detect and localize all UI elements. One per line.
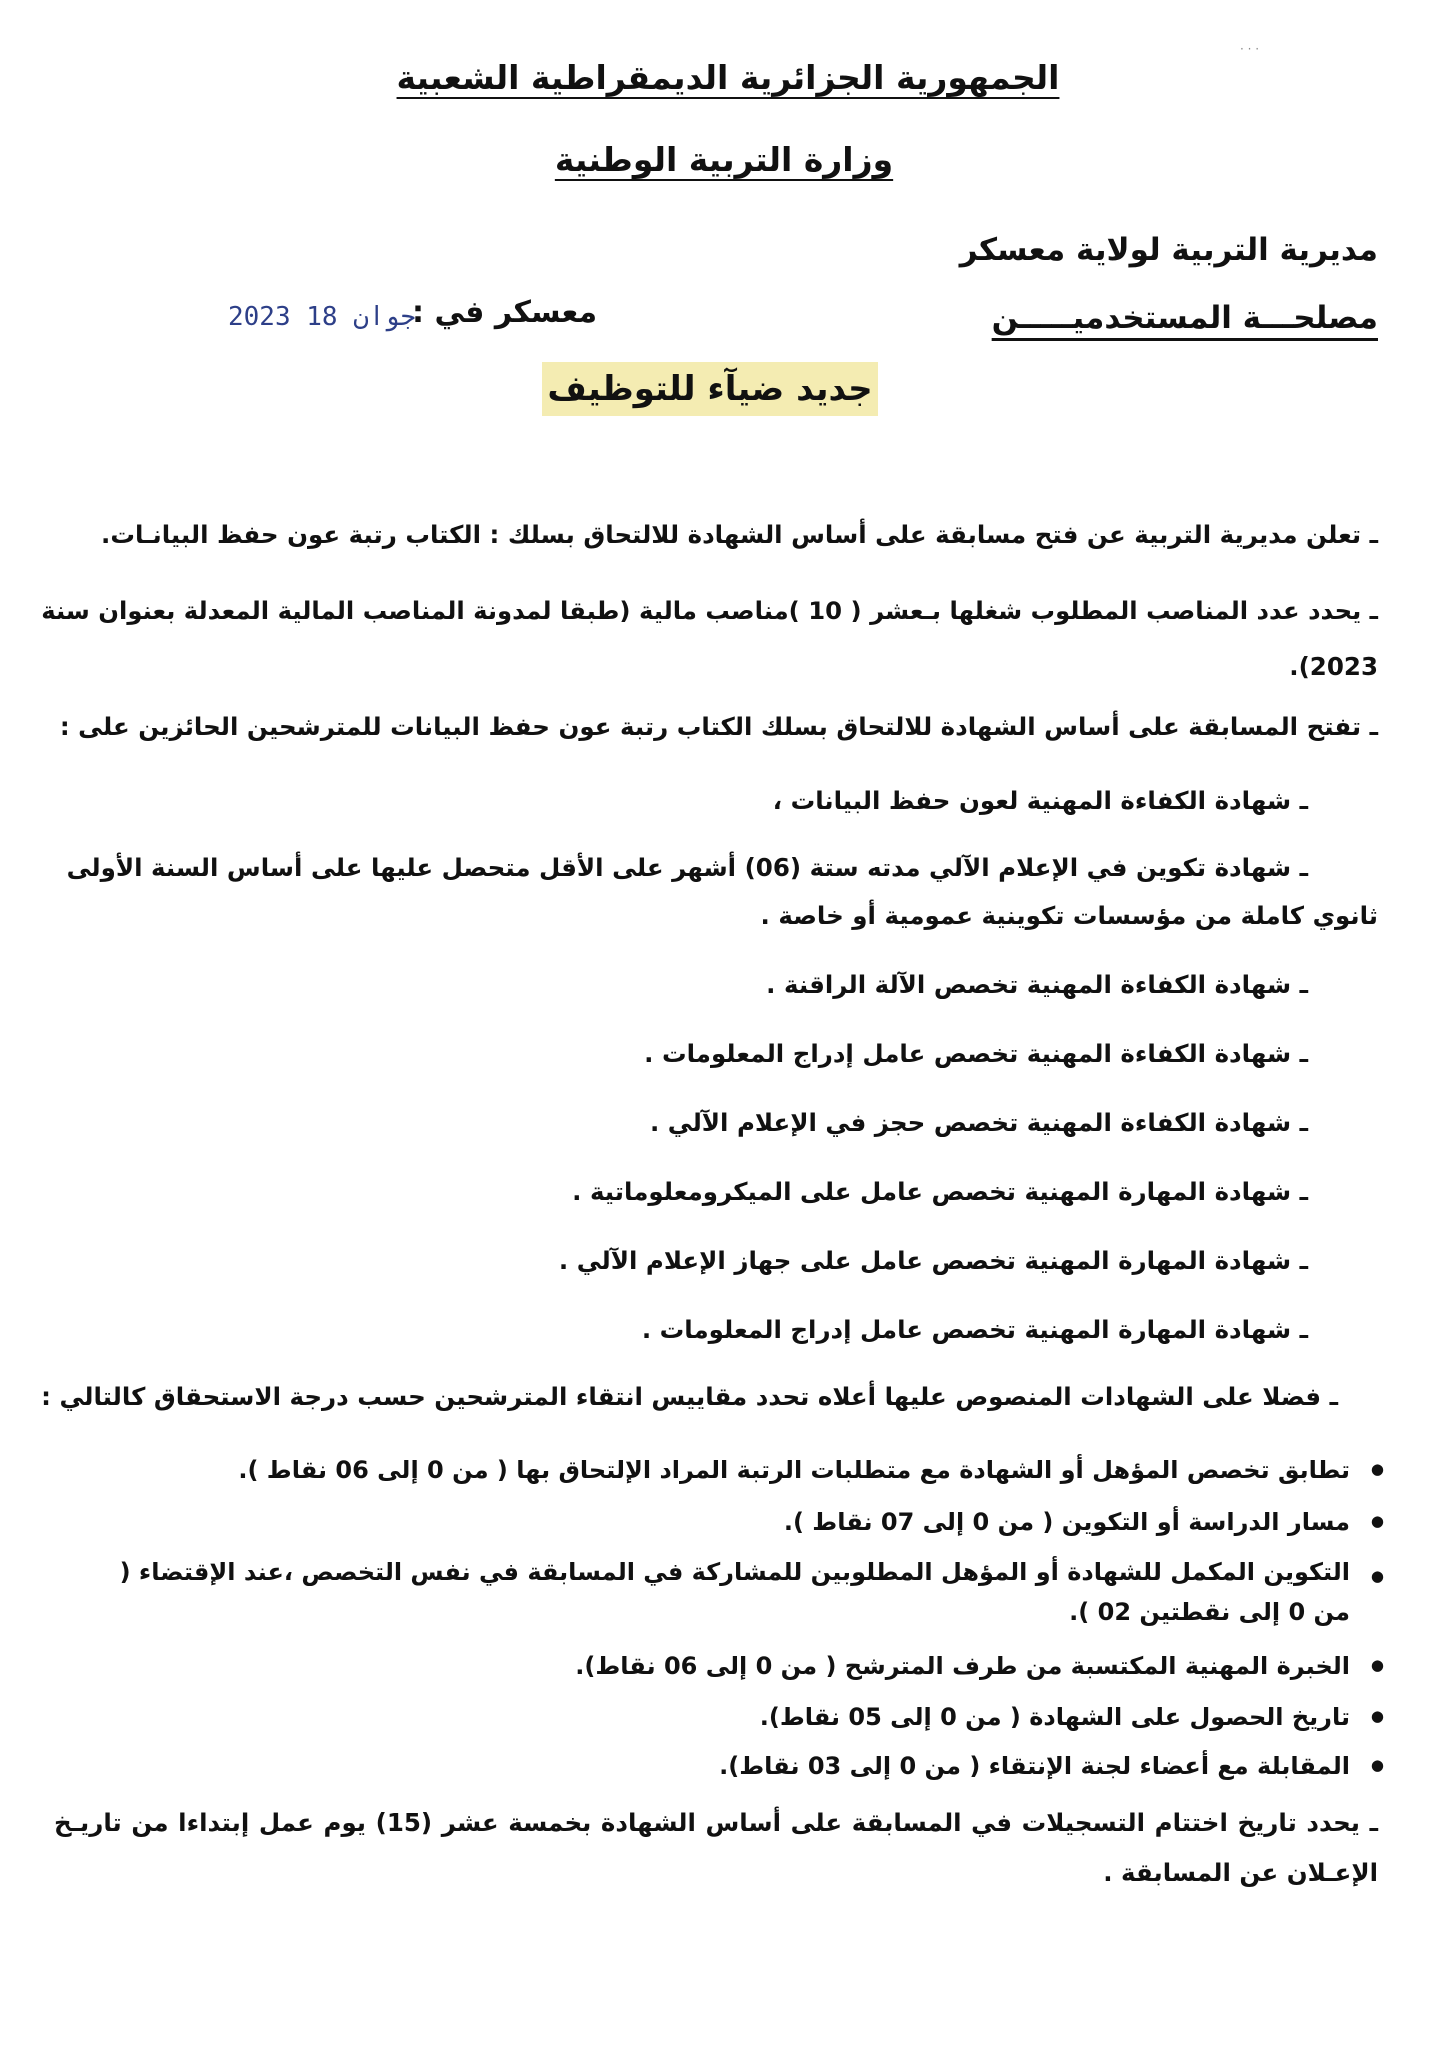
certificate-item: ـ شهادة الكفاءة المهنية تخصص حجز في الإعلام الآلي . — [649, 1108, 1308, 1137]
ministry-heading: وزارة التربية الوطنية — [554, 140, 894, 179]
paragraph-eligibility: ـ تفتح المسابقة على أساس الشهادة للالتحاق بسلك الكتاب رتبة عون حفظ البيانات للمترشحين الحائزين على : — [59, 712, 1378, 741]
paragraph-selection-criteria: ـ فضلا على الشهادات المنصوص عليها أعلاه تحدد مقاييس انتقاء المترشحين حسب درجة الاستحقاق كالتالي : — [41, 1382, 1338, 1411]
certificate-item: ـ شهادة المهارة المهنية تخصص عامل على الميكرومعلوماتية . — [572, 1177, 1308, 1206]
date-stamp: 2023 جوان 18 — [228, 302, 416, 332]
directorate-heading: مديرية التربية لولاية معسكر — [959, 232, 1378, 268]
paragraph-positions-line1: ـ يحدد عدد المناصب المطلوب شغلها بـعشر ( 10 )مناصب مالية (طبقا لمدونة المناصب المالية المعدلة بعنوان سنة — [41, 596, 1378, 625]
certificate-item: ـ شهادة المهارة المهنية تخصص عامل على جهاز الإعلام الآلي . — [558, 1246, 1308, 1275]
certificate-item: ـ شهادة الكفاءة المهنية تخصص الآلة الراقنة . — [766, 970, 1308, 999]
certificate-item: ـ شهادة المهارة المهنية تخصص عامل إدراج المعلومات . — [641, 1315, 1308, 1344]
certificate-item: ـ شهادة الكفاءة المهنية تخصص عامل إدراج المعلومات . — [644, 1039, 1308, 1068]
certificate-item: ـ شهادة تكوين في الإعلام الآلي مدته ستة (06) أشهر على الأقل متحصل عليها على أساس السنة الأولى — [66, 853, 1308, 882]
criteria-item: ● مسار الدراسة أو التكوين ( من 0 إلى 07 نقاط ). — [784, 1508, 1350, 1536]
criteria-item: ● التكوين المكمل للشهادة أو المؤهل المطلوبين للمشاركة في المسابقة في نفس التخصص ،عند الإقتضاء ( من 0 إلى نقطتين 02 ). — [90, 1552, 1350, 1632]
paragraph-registration-deadline: ـ يحدد تاريخ اختتام التسجيلات في المسابقة على أساس الشهادة بخمسة عشر (15) يوم عمل إبتداءا من تاريـخ الإعـلان عن المسابقة . — [54, 1808, 1378, 1887]
paragraph-announcement: ـ تعلن مديرية التربية عن فتح مسابقة على أساس الشهادة للالتحاق بسلك : الكتاب رتبة عون حفظ البيانـات. — [101, 520, 1378, 549]
certificate-item-continued: ثانوي كاملة من مؤسسات تكوينية عمومية أو خاصة . — [760, 901, 1378, 930]
criteria-item: ● تاريخ الحصول على الشهادة ( من 0 إلى 05 نقاط). — [760, 1703, 1350, 1731]
criteria-item: ● تطابق تخصص المؤهل أو الشهادة مع متطلبات الرتبة المراد الإلتحاق بها ( من 0 إلى 06 نقاط ). — [238, 1456, 1350, 1484]
paragraph-positions-line2: 2023). — [1289, 652, 1378, 681]
place-label: معسكر في : — [412, 295, 598, 330]
criteria-item: ● المقابلة مع أعضاء لجنة الإنتقاء ( من 0 إلى 03 نقاط). — [719, 1752, 1350, 1780]
certificate-item: ـ شهادة الكفاءة المهنية لعون حفظ البيانات ، — [772, 786, 1308, 815]
announcement-title: جديد ضيآء للتوظيف — [542, 362, 878, 416]
scan-specks: · · · — [1240, 42, 1260, 56]
criteria-item: ● الخبرة المهنية المكتسبة من طرف المترشح ( من 0 إلى 06 نقاط). — [575, 1652, 1350, 1680]
service-heading: مصلحـــة المستخدميـــــن — [991, 300, 1378, 336]
republic-heading: الجمهورية الجزائرية الديمقراطية الشعبية — [396, 58, 1060, 97]
